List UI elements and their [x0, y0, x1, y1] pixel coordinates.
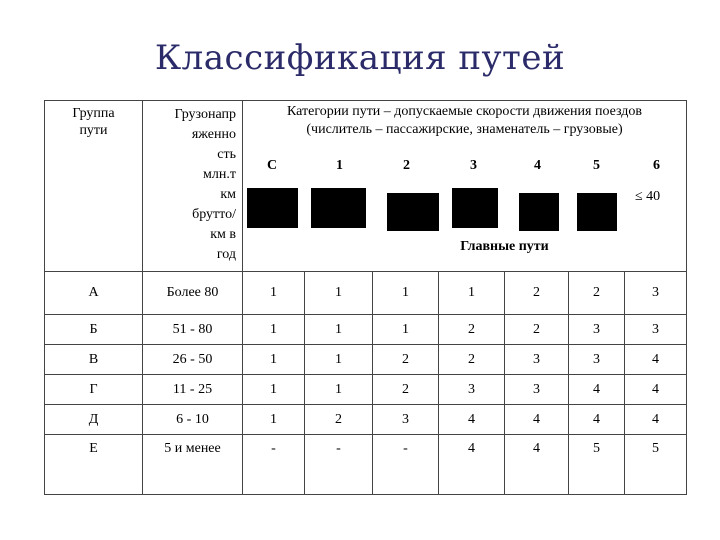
category-cell: 4 — [569, 375, 625, 405]
load-cell: 6 - 10 — [143, 405, 243, 435]
category-cell: 3 — [625, 272, 687, 315]
group-cell: В — [45, 345, 143, 375]
category-cell: 1 — [243, 272, 305, 315]
category-cell: 3 — [569, 315, 625, 345]
category-cell: 2 — [439, 345, 505, 375]
category-cell: 4 — [625, 345, 687, 375]
category-cell: 2 — [505, 315, 569, 345]
category-cell: 2 — [505, 272, 569, 315]
table-row — [45, 272, 687, 315]
redacted-speed-block — [452, 188, 498, 228]
category-cell: - — [373, 435, 439, 495]
column-label-2: 2 — [403, 158, 410, 173]
category-cell: 1 — [243, 375, 305, 405]
load-cell: 51 - 80 — [143, 315, 243, 345]
category-cell: 5 — [625, 435, 687, 495]
header-group — [45, 101, 143, 272]
redacted-speed-block — [247, 188, 298, 228]
column-label-4: 4 — [534, 158, 541, 173]
table-row — [45, 315, 687, 345]
category-cell: 1 — [373, 272, 439, 315]
header-load-line: км — [220, 187, 236, 202]
load-cell: Более 80 — [143, 272, 243, 315]
column-label-5: 5 — [593, 158, 600, 173]
category-cell: 2 — [305, 405, 373, 435]
categories-title-line2: (числитель – пассажирские, знаменатель – грузовые) — [306, 122, 623, 137]
category-cell: 4 — [439, 435, 505, 495]
category-cell: 4 — [569, 405, 625, 435]
category-cell: - — [243, 435, 305, 495]
load-cell: 11 - 25 — [143, 375, 243, 405]
category-cell: 2 — [569, 272, 625, 315]
category-cell: 2 — [373, 375, 439, 405]
category-cell: 1 — [373, 315, 439, 345]
header-load-line: брутто/ — [192, 207, 236, 222]
column-label-1: 1 — [336, 158, 343, 173]
table-row — [45, 435, 687, 495]
category-cell: 3 — [505, 375, 569, 405]
category-cell: 1 — [305, 315, 373, 345]
category-cell: 2 — [439, 315, 505, 345]
group-cell: Б — [45, 315, 143, 345]
category-cell: 1 — [243, 405, 305, 435]
category-cell: 1 — [243, 315, 305, 345]
column-label-6: 6 — [653, 158, 660, 173]
track-classification-table — [44, 100, 687, 495]
column-label-c: С — [267, 158, 278, 173]
group-cell: А — [45, 272, 143, 315]
header-group-label: Группа пути — [72, 106, 115, 138]
load-cell: 26 - 50 — [143, 345, 243, 375]
category-cell: 1 — [305, 272, 373, 315]
group-cell: Д — [45, 405, 143, 435]
redacted-speed-block — [577, 193, 617, 231]
table-row — [45, 345, 687, 375]
category-cell: 4 — [505, 435, 569, 495]
table-row — [45, 405, 687, 435]
category-cell: 4 — [625, 375, 687, 405]
redacted-speed-block — [387, 193, 439, 231]
category-cell: 3 — [439, 375, 505, 405]
category-cell: 1 — [243, 345, 305, 375]
page-title: Классификация путей — [154, 38, 566, 78]
table-row — [45, 375, 687, 405]
categories-title-line1: Категории пути – допускаемые скорости движения поездов — [286, 104, 643, 119]
header-load — [143, 101, 243, 272]
header-load-line: млн.т — [203, 167, 236, 182]
category-cell: 4 — [439, 405, 505, 435]
category-cell: 5 — [569, 435, 625, 495]
category-cell: 1 — [305, 375, 373, 405]
header-categories — [243, 101, 687, 272]
header-load-line: год — [216, 247, 236, 262]
category-cell: 3 — [373, 405, 439, 435]
category-cell: 4 — [625, 405, 687, 435]
category-cell: 4 — [505, 405, 569, 435]
category-cell: 2 — [373, 345, 439, 375]
group-cell: Г — [45, 375, 143, 405]
category-cell: 1 — [305, 345, 373, 375]
redacted-speed-block — [311, 188, 366, 228]
category-cell: 1 — [439, 272, 505, 315]
redacted-speed-block — [519, 193, 559, 231]
column-label-3: 3 — [470, 158, 477, 173]
category-cell: 3 — [569, 345, 625, 375]
header-load-line: яженно — [191, 127, 236, 142]
header-load-line: Грузонапр — [174, 107, 236, 122]
group-cell: Е — [45, 435, 143, 495]
category-cell: 3 — [505, 345, 569, 375]
header-load-line: км в — [210, 227, 236, 242]
category-cell: 3 — [625, 315, 687, 345]
header-load-line: сть — [217, 147, 236, 162]
main-tracks-label: Главные пути — [460, 239, 549, 254]
speed-limit-label: ≤ 40 — [635, 189, 661, 204]
category-cell: - — [305, 435, 373, 495]
load-cell: 5 и менее — [143, 435, 243, 495]
